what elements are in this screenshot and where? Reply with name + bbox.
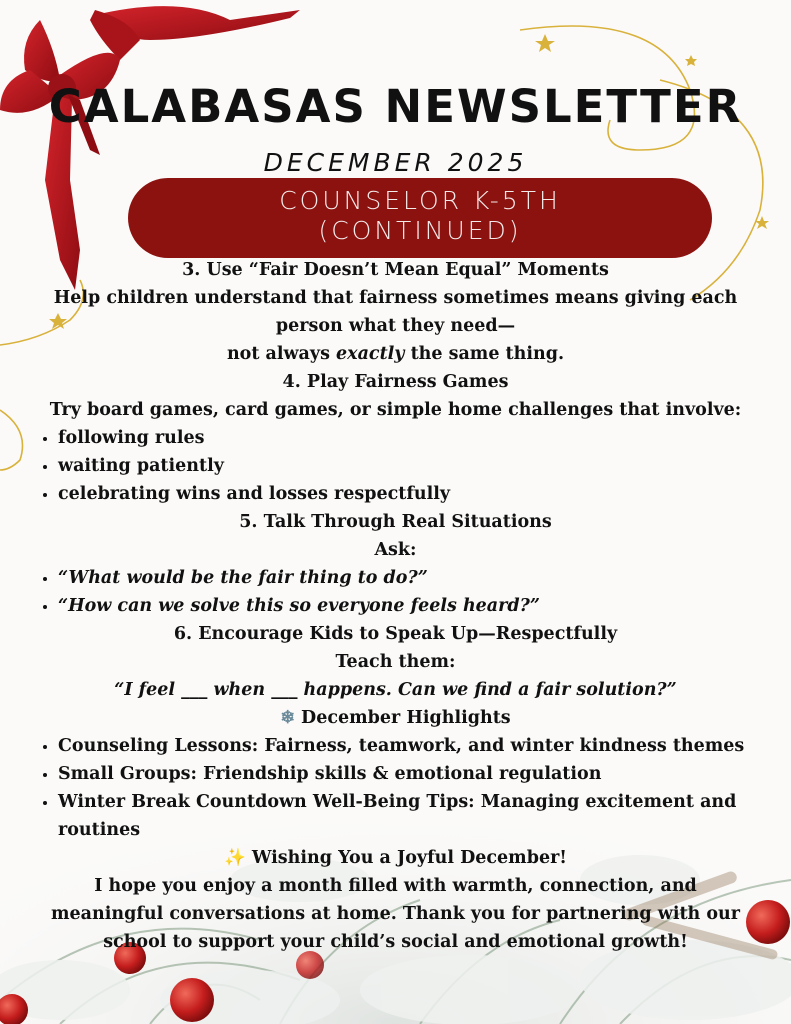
section-3-heading: 3. Use “Fair Doesn’t Mean Equal” Moments: [182, 260, 609, 280]
newsletter-date: DECEMBER 2025: [263, 148, 528, 177]
list-item: • waiting patiently: [58, 452, 777, 480]
highlights-heading: [14, 704, 777, 732]
list-item: • Winter Break Countdown Well-Being Tips: Managing excitement and routines: [58, 788, 777, 844]
section-4-list: [14, 424, 777, 508]
list-item: • Counseling Lessons: Fairness, teamwork, and winter kindness themes: [58, 732, 777, 760]
section-6-teach: Teach them:: [335, 652, 456, 672]
highlights-list: [14, 732, 777, 844]
section-3-line-3: [14, 340, 777, 368]
highlights-title: December Highlights: [301, 708, 511, 728]
section-6-heading: 6. Encourage Kids to Speak Up—Respectfully: [173, 624, 618, 644]
newsletter-body: [14, 256, 777, 956]
closing-heading: [14, 844, 777, 872]
newsletter-title: CALABASAS NEWSLETTER: [48, 80, 743, 133]
closing-line-3: school to support your child’s social and emotional growth!: [103, 932, 688, 952]
list-item: [58, 564, 777, 592]
quote-text: “What would be the fair thing to do?”: [58, 568, 428, 588]
banner-line-1: COUNSELOR K-5TH: [279, 186, 561, 215]
closing-title: Wishing You a Joyful December!: [251, 848, 567, 868]
section-5-list: [14, 564, 777, 620]
emphasis-text: exactly: [336, 344, 405, 364]
section-5-ask: Ask:: [374, 540, 417, 560]
section-4-intro: Try board games, card games, or simple home challenges that involve:: [49, 400, 742, 420]
sparkles-icon: ✨: [224, 848, 246, 868]
closing-line-2: meaningful conversations at home. Thank you for partnering with our: [51, 904, 740, 924]
quote-text: “How can we solve this so everyone feels heard?”: [58, 596, 540, 616]
section-3-line-1: Help children understand that fairness sometimes means giving each: [53, 288, 738, 308]
list-item: [58, 592, 777, 620]
section-4-heading: 4. Play Fairness Games: [282, 372, 509, 392]
text-segment: the same thing.: [404, 344, 565, 364]
quote-text: “I feel ___ when ___ happens. Can we find a fair solution?”: [114, 680, 677, 700]
banner-line-2: (CONTINUED): [318, 216, 522, 245]
section-5-heading: 5. Talk Through Real Situations: [239, 512, 552, 532]
snowflake-icon: ❄: [280, 708, 296, 728]
closing-line-1: I hope you enjoy a month filled with warmth, connection, and: [94, 876, 697, 896]
section-6-quote: [14, 676, 777, 704]
section-3-line-2: person what they need—: [275, 316, 516, 336]
list-item: • celebrating wins and losses respectfully: [58, 480, 777, 508]
list-item: • Small Groups: Friendship skills & emotional regulation: [58, 760, 777, 788]
list-item: • following rules: [58, 424, 777, 452]
text-segment: not always: [226, 344, 337, 364]
banner-label: [128, 186, 712, 246]
